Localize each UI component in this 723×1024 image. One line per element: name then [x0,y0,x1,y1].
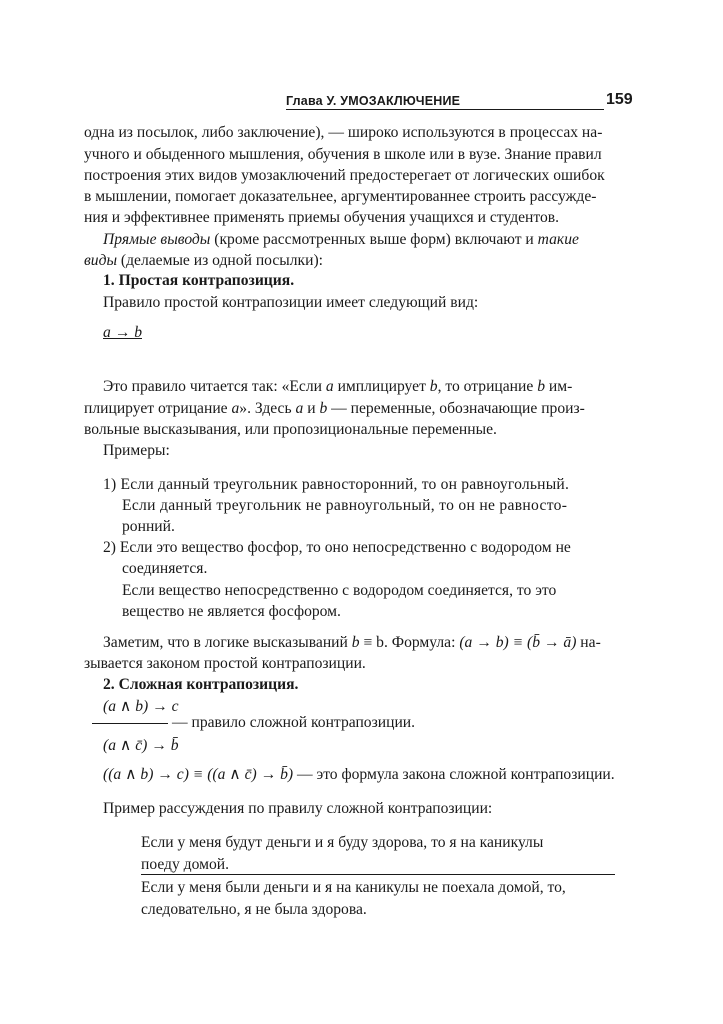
section-2-heading: 2. Сложная контрапозиция. [103,676,299,693]
intro-line-1: одна из посылок, либо заключение), — широко используются в процессах на- [84,124,603,141]
example-1-line-2: Если данный треугольник не равноугольный, то он не равносто- [122,497,568,514]
header-rule [286,109,604,110]
var-b: b [351,634,360,651]
explain-text: и [303,400,320,417]
direct-inference-line-2 [84,251,323,271]
explain-text: ». Здесь [239,400,296,417]
page-number: 159 [606,91,633,108]
simple-contraposition-formula: a → b [103,324,142,341]
explain-text: — переменные, обозначающие произ- [327,400,585,417]
var-a: a [325,378,334,395]
examples-label: Примеры: [103,442,170,459]
example-2-line-4: вещество не является фосфором. [122,603,341,620]
section-1-rule-intro: Правило простой контрапозиции имеет следующий вид: [103,294,479,311]
complex-rule-label: — правило сложной контрапозиции. [172,714,416,731]
direct-inference-text: (кроме рассмотренных выше форм) включают и [210,231,538,248]
complex-law-label: — это формула закона сложной контрапозиции. [293,766,615,783]
example-1-line-1: 1) Если данный треугольник равносторонний, то он равноугольный. [103,476,570,493]
note-text: Заметим, что в логике высказываний [103,634,352,651]
example-inference-line [141,874,615,875]
intro-line-4: в мышлении, помогает доказательнее, аргументированнее строить рассужде- [84,188,597,205]
var-b: b [429,378,438,395]
example-1-line-3: ронний. [122,518,175,535]
direct-inference-term: Прямые выводы [103,231,211,248]
note-line-1 [103,633,601,653]
var-a: a [295,400,304,417]
chapter-header: Глава У. УМОЗАКЛЮЧЕНИЕ [286,94,461,108]
direct-inference-italic: такие [537,231,579,248]
var-a: a [231,400,240,417]
complex-contraposition-law: ((a ∧ b) → c) ≡ ((a ∧ c̄) → b̄) [103,766,294,783]
note-text: ≡ b. Формула: [359,634,460,651]
explain-text: имплицирует [333,378,430,395]
intro-line-2: учного и обыденного мышления, обучения в школе или в вузе. Знание правил [84,146,602,163]
explain-text: им- [545,378,573,395]
explain-line-2 [84,399,585,419]
section-1-heading: 1. Простая контрапозиция. [103,272,295,289]
example-conclusion-line-2: следовательно, я не была здорова. [141,901,367,918]
var-b: b [319,400,328,417]
direct-inference-italic-2: виды [84,252,118,269]
complex-conclusion-formula: (a ∧ c̄) → b̄ [103,737,179,754]
explain-text: плицирует отрицание [84,400,232,417]
note-line-2: зывается законом простой контрапозиции. [84,655,366,672]
direct-inference-line-1 [103,230,579,250]
example-2-line-3: Если вещество непосредственно с водородом соединяется, то это [122,582,557,599]
note-text: на- [576,634,601,651]
intro-line-5: ния и эффективнее применять приемы обучения учащихся и студентов. [84,209,560,226]
example-2-line-1: 2) Если это вещество фосфор, то оно непосредственно с водородом не [103,539,571,556]
complex-law-line [103,765,615,785]
direct-inference-rest: (делаемые из одной посылки): [117,252,323,269]
example-2-line-2: соединяется. [122,560,208,577]
explain-text: , то отрицание [437,378,538,395]
complex-premise-formula: (a ∧ b) → c [103,698,179,715]
inference-line [92,723,168,724]
var-b: b [537,378,545,395]
explain-line-3: вольные высказывания, или пропозициональные переменные. [84,421,497,438]
example-conclusion-line-1: Если у меня были деньги и я на каникулы не поехала домой, то, [141,879,566,896]
explain-line-1 [103,377,572,397]
example-premise-line-2: поеду домой. [141,856,230,873]
example-premise-line-1: Если у меня будут деньги и я буду здорова, то я на каникулы [141,834,544,851]
simple-contraposition-law: (a → b) ≡ (b̄ → ā) [459,634,577,651]
explain-text: Это правило читается так: «Если [103,378,326,395]
intro-line-3: построения этих видов умозаключений предостерегает от логических ошибок [84,167,605,184]
complex-example-intro: Пример рассуждения по правилу сложной контрапозиции: [103,800,493,817]
